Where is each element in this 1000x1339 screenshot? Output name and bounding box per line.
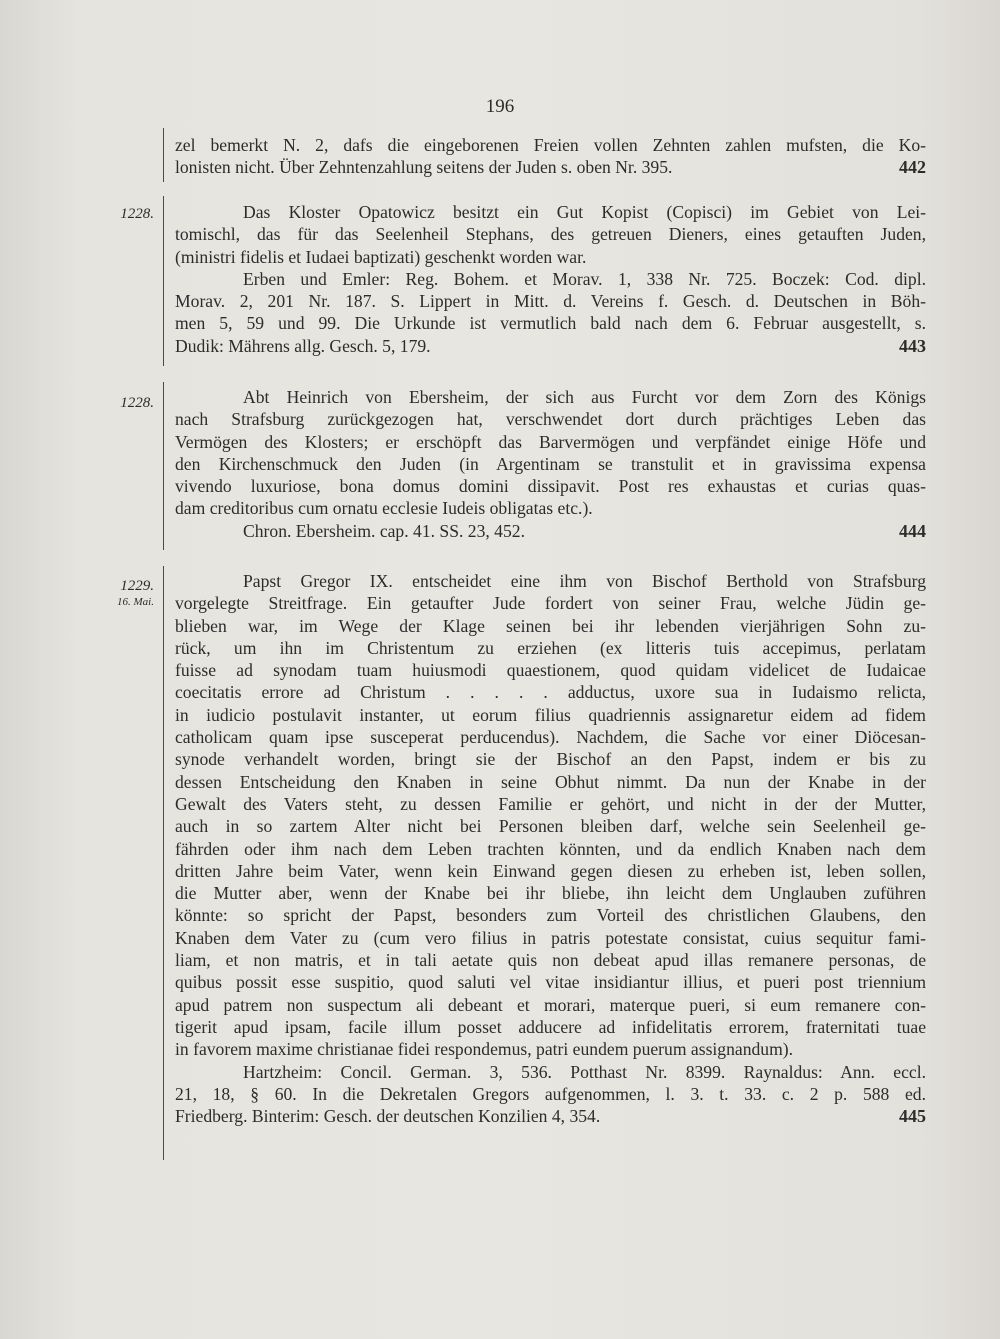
text-line: dam creditoribus cum ornatu ecclesie Iudeis obligatas etc.). xyxy=(175,498,593,519)
margin-rule xyxy=(163,128,164,182)
text-line: Papst Gregor IX. entscheidet eine ihm von Bischof Berthold von Strafsburg xyxy=(243,571,926,591)
entry-443 xyxy=(175,201,926,357)
text-line: Hartzheim: Concil. German. 3, 536. Potthast Nr. 8399. Raynaldus: Ann. eccl. xyxy=(243,1061,926,1082)
page-number: 196 xyxy=(485,96,515,117)
text-line: liam, et non matris, et in tali aetate quis non debeat apud illas remanere personas, de xyxy=(175,950,926,971)
text-line: den Kirchenschmuck den Juden (in Argentinam se transtulit et in gravissima expensa xyxy=(175,453,926,474)
text-line: Knaben dem Vater zu (cum vero filius in patris potestate consistat, cuius sequitur fami- xyxy=(175,927,926,948)
text-line: auch in so zartem Alter nicht bei Personen bleiben darf, welche sein Seelenheil ge- xyxy=(175,816,926,837)
margin-date: 1228. xyxy=(120,395,154,411)
text-line: Chron. Ebersheim. cap. 41. SS. 23, 452. xyxy=(243,520,525,541)
entry-444 xyxy=(175,386,926,542)
margin-date: 1228. xyxy=(120,206,154,222)
margin-rule xyxy=(163,196,164,366)
text-line: Morav. 2, 201 Nr. 187. S. Lippert in Mitt. d. Vereins f. Gesch. d. Deutschen in Böh- xyxy=(175,291,926,312)
text-line: fuisse ad synodam tuam huiusmodi quaestionem, quod quidam videlicet de Iudaicae xyxy=(175,660,926,681)
text-line: dritten Jahre beim Vater, wenn kein Einwand gegen diesen zu erheben ist, leben sollen, xyxy=(175,860,926,881)
text-line: zel bemerkt N. 2, dafs die eingeborenen Freien vollen Zehnten zahlen mufsten, die Ko- xyxy=(175,135,926,155)
margin-date-year: 1229. xyxy=(120,578,154,594)
text-line: tomischl, das für das Seelenheil Stephans, des getreuen Dieners, eines getauften Juden, xyxy=(175,224,926,245)
text-line: quibus possit esse suspitio, quod saluti vel vitae insidiantur illius, et pueri post triennium xyxy=(175,972,926,993)
text-line: in favorem maxime christianae fidei respondemus, patri eundem puerum assignandum). xyxy=(175,1039,794,1060)
margin-rule xyxy=(163,382,164,550)
text-line: Friedberg. Binterim: Gesch. der deutschen Konzilien 4, 354. xyxy=(175,1106,601,1127)
text-line: rück, um ihn im Christentum zu erziehen (ex litteris tuis accepimus, perlatam xyxy=(175,637,926,658)
text-line: blieben war, im Wege der Klage seinen bei ihr lebenden vierjährigen Sohn zu- xyxy=(175,615,926,636)
text-line: men 5, 59 und 99. Die Urkunde ist vermutlich bald nach dem 6. Februar ausgestellt, s. xyxy=(175,313,926,334)
text-line: fährden oder ihm nach dem Leben trachten könnten, und da endlich Knaben nach dem xyxy=(175,838,926,859)
text-line: vorgelegte Streitfrage. Ein getaufter Jude fordert von seiner Frau, welche Jüdin ge- xyxy=(175,593,926,614)
text-line: Erben und Emler: Reg. Bohem. et Morav. 1, 338 Nr. 725. Boczek: Cod. dipl. xyxy=(243,268,926,289)
entry-number: 445 xyxy=(899,1106,926,1127)
margin-rule xyxy=(163,566,164,1160)
text-line: tigerit apud ipsam, facile illum posset adducere ad infidelitatis errorem, fraternitati tuae xyxy=(175,1016,926,1037)
entry-number: 442 xyxy=(899,157,926,178)
entry-number: 444 xyxy=(899,520,926,541)
text-line: Vermögen des Klosters; er erschöpft das Barvermögen und verpfändet einige Höfe und xyxy=(175,431,926,452)
text-line: apud patrem non suspectum ali debeant et morari, materque pueri, si eum remanere con- xyxy=(175,994,926,1015)
text-line: lonisten nicht. Über Zehntenzahlung seitens der Juden s. oben Nr. 395. xyxy=(175,157,673,178)
text-line: die Mutter aber, wenn der Knabe bei ihr bliebe, ihn leicht dem Unglauben zuführen xyxy=(175,883,926,904)
entry-445 xyxy=(175,570,926,1127)
text-line: in iudicio postulavit instanter, ut eorum filius quadriennis assignaretur eidem ad fidem xyxy=(175,704,926,725)
text-line: synode verhandelt worden, bringt sie der Bischof an den Papst, indem er bis zu xyxy=(175,749,926,770)
text-line: (ministri fidelis et Iudaei baptizati) geschenkt worden war. xyxy=(175,246,587,267)
text-line: dessen Entscheidung den Knaben in seine Obhut nimmt. Da nun der Knabe in der xyxy=(175,771,926,792)
text-line: könnte: so spricht der Papst, besonders zum Vorteil des christlichen Glaubens, den xyxy=(175,905,926,926)
text-line: nach Strafsburg zurückgezogen hat, verschwendet dort durch prächtiges Leben das xyxy=(175,409,926,430)
text-line: Dudik: Mährens allg. Gesch. 5, 179. xyxy=(175,335,431,356)
text-line: 21, 18, § 60. In die Dekretalen Gregors aufgenommen, l. 3. t. 33. c. 2 p. 588 ed. xyxy=(175,1083,926,1104)
entry-number: 443 xyxy=(899,335,926,356)
entry-442 xyxy=(175,134,926,179)
text-line: Gewalt des Vaters steht, zu dessen Familie er gehört, und nicht in der der Mutter, xyxy=(175,793,926,814)
text-line: vivendo luxuriose, bona domus domini dissipavit. Post res exhaustas et curias quas- xyxy=(175,476,926,497)
text-line: catholicam quam ipse susceperat perducendus). Nachdem, die Sache vor einer Diöcesan- xyxy=(175,727,926,748)
text-line: Abt Heinrich von Ebersheim, der sich aus Furcht vor dem Zorn des Königs xyxy=(243,387,926,407)
text-line: Das Kloster Opatowicz besitzt ein Gut Kopist (Copisci) im Gebiet von Lei- xyxy=(243,202,926,222)
text-line: coecitatis errore ad Christum . . . . . adductus, uxore sua in Iudaismo relicta, xyxy=(175,682,926,703)
margin-date xyxy=(92,578,154,610)
margin-date-day: 16. Mai. xyxy=(117,596,154,608)
